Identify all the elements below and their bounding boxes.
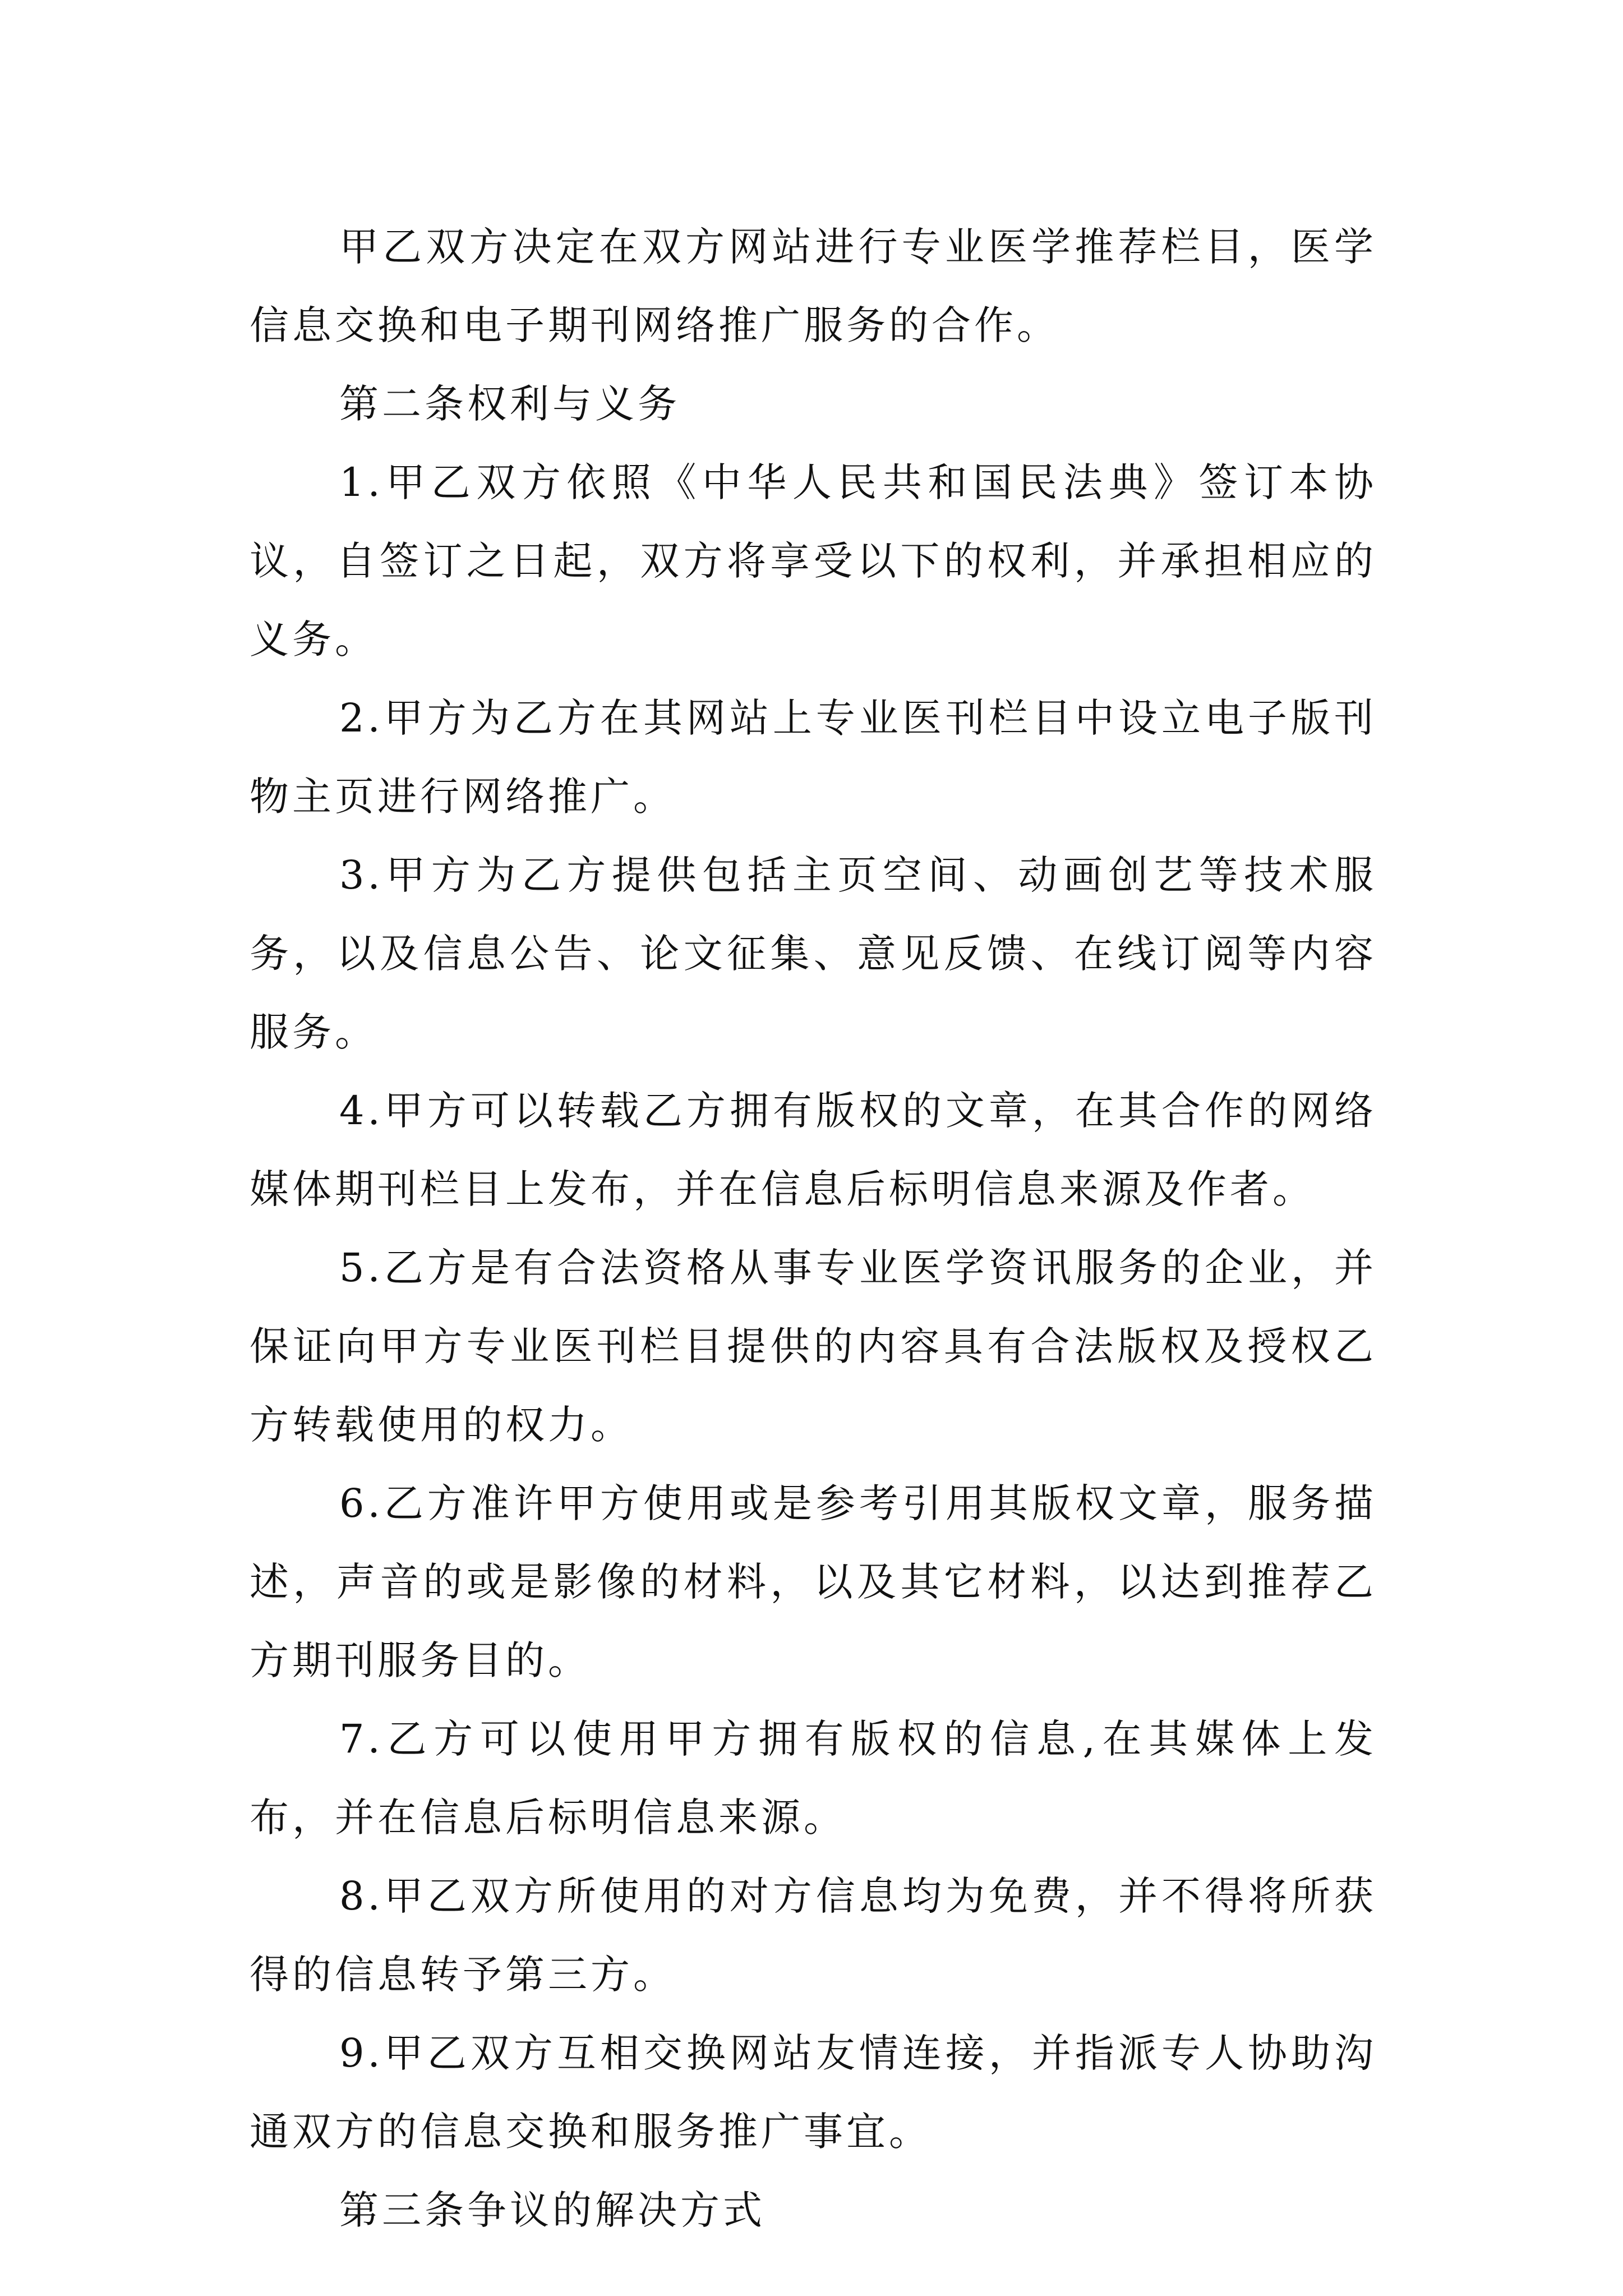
clause-5: 5.乙方是有合法资格从事专业医学资讯服务的企业，并保证向甲方专业医刊栏目提供的内容具有合法版权及授权乙方转载使用的权力。	[250, 1245, 1377, 1448]
clause-8: 8.甲乙双方所使用的对方信息均为免费，并不得将所获得的信息转予第三方。	[250, 1873, 1377, 1998]
paragraph-cooperation-scope: 甲乙双方决定在双方网站进行专业医学推荐栏目，医学信息交换和电子期刊网络推广服务的合作。	[250, 224, 1377, 348]
clause-6: 6.乙方准许甲方使用或是参考引用其版权文章，服务描述，声音的或是影像的材料，以及其它材料，以达到推荐乙方期刊服务目的。	[250, 1480, 1377, 1683]
clause-2: 2.甲方为乙方在其网站上专业医刊栏目中设立电子版刊物主页进行网络推广。	[250, 695, 1377, 820]
clause-3: 3.甲方为乙方提供包括主页空间、动画创艺等技术服务，以及信息公告、论文征集、意见反馈、在线订阅等内容服务。	[250, 852, 1377, 1055]
clause-4: 4.甲方可以转载乙方拥有版权的文章，在其合作的网络媒体期刊栏目上发布，并在信息后标明信息来源及作者。	[250, 1088, 1377, 1212]
section-heading-dispute-resolution: 第三条争议的解决方式	[339, 2187, 766, 2233]
document-body	[250, 208, 1377, 2249]
clause-9: 9.甲乙双方互相交换网站友情连接，并指派专人协助沟通双方的信息交换和服务推广事宜。	[250, 2030, 1377, 2155]
section-heading-rights-obligations: 第二条权利与义务	[339, 381, 680, 427]
clause-1: 1.甲乙双方依照《中华人民共和国民法典》签订本协议，自签订之日起，双方将享受以下的权利，并承担相应的义务。	[250, 459, 1377, 662]
clause-7: 7.乙方可以使用甲方拥有版权的信息,在其媒体上发布，并在信息后标明信息来源。	[250, 1716, 1377, 1841]
